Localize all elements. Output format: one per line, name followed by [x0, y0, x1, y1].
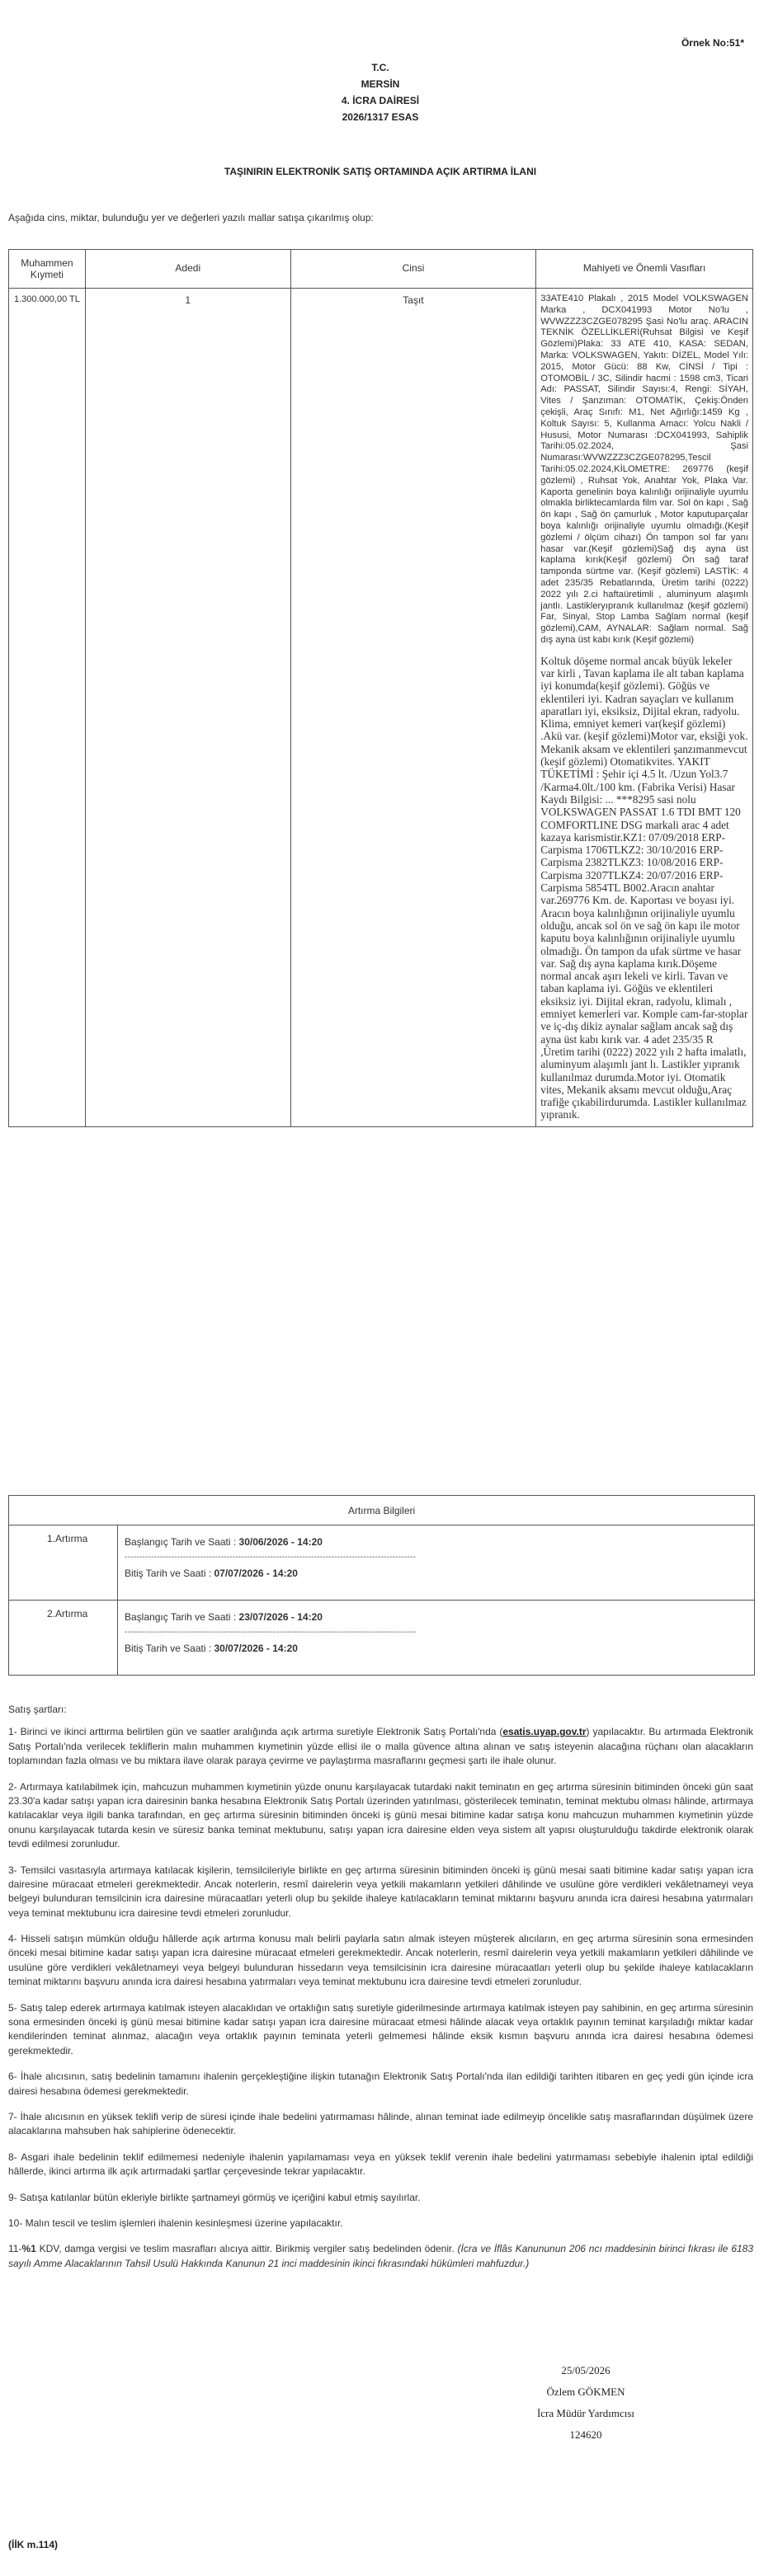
term-4: 4- Hisseli satışın mümkün olduğu hâllerde açık artırma konusu malı belirli paylarla satın almak isteyen müşterek alıcıların, en geç artırma süresinin sona ermesinden önceki mesai bitimine kadar satışı yapan icra dairesine müracaat etmeleri gerekmektedir. Ancak noterlerin, resmî dairelerin veya yetkili makamların yetkileri dâhilinde ve usulüne göre verdikleri vekâletnameyi veya belgeyi bulunduran hissedarın veya temsilcisinin icra dairesine müracaatları yeterli olup bu şekilde ihaleye katılacakların teminat miktarını başvuru anında icra dairesi hesabına yatırmaları veya teminat mektubunu icra dairesine tevdi etmeleri zorunludur.	[8, 1933, 753, 1988]
auction-start	[125, 1535, 747, 1549]
auction-end	[125, 1567, 747, 1581]
auction-end	[125, 1642, 747, 1656]
signature-date: 25/05/2026	[561, 2364, 610, 2376]
portal-link[interactable]: esatis.uyap.gov.tr	[502, 1726, 587, 1738]
intro-text: Aşağıda cins, miktar, bulunduğu yer ve değerleri yazılı mallar satışa çıkarılmış olup:	[8, 212, 374, 223]
auction-separator: ----------------------------------------------------------------------------------------------------	[125, 1552, 417, 1562]
header-country: T.C.	[371, 62, 389, 73]
document-title: TAŞINIRIN ELEKTRONİK SATIŞ ORTAMINDA AÇIK ARTIRMA İLANI	[224, 166, 537, 177]
sale-terms	[8, 1703, 753, 2282]
cell-quantity: 1	[85, 289, 290, 1127]
auction-number: 2.Artırma	[9, 1601, 118, 1675]
end-date: 07/07/2026 - 14:20	[214, 1568, 298, 1580]
sample-number: Örnek No:51*	[681, 37, 744, 49]
items-table-header-row	[9, 250, 753, 289]
term-6: 6- İhale alıcısının, satış bedelinin tamamını ihalenin gerçekleştiğine ilişkin tutanağın Elektronik Satış Portalı'nda ilan edildiği tarihten itibaren en geç yedi gün içinde icra dairesi hesabına ödemesi gerekmektedir.	[8, 2071, 753, 2097]
column-header-description: Mahiyeti ve Önemli Vasıfları	[536, 250, 753, 289]
term-10: 10- Malın tescil ve teslim işlemleri ihalenin kesinleşmesi üzerine yapılacaktır.	[8, 2216, 343, 2229]
end-date: 30/07/2026 - 14:20	[214, 1643, 298, 1655]
auction-info-heading: Artırma Bilgileri	[9, 1496, 754, 1525]
start-label: Başlangıç Tarih ve Saati :	[125, 1536, 239, 1549]
header-case-number: 2026/1317 ESAS	[342, 111, 419, 123]
start-date: 23/07/2026 - 14:20	[238, 1611, 323, 1624]
signature-name: Özlem GÖKMEN	[546, 2386, 625, 2398]
auction-dates	[118, 1601, 754, 1675]
description-technical: 33ATE410 Plakalı , 2015 Model VOLKSWAGEN Marka , DCX041993 Motor No'lu , WVWZZZ3CZGE078295 Şasi No'lu araç. ARACIN TEKNİK ÖZELLİKLERİ(Ruhsat Bilgisi ve Keşif Gözlemi)Plaka: 33 ATE 410, KASA: SEDAN, Marka: VOLKSWAGEN, Yakıtı: DİZEL, Model Yılı: 2015, Motor Gücü: 88 Kw, CİNSİ / Tipi : OTOMOBİL / 3C, Silindir hacmi : 1598 cm3, Ticari Adı: PASSAT, Silindir Sayısı:4, Rengi: SİYAH, Vites / Şanzıman: OTOMATİK, Çekiş:Önden çekişli, Araç Sınıfı: M1, Net Ağırlığı:1459 Kg , Koltuk Sayısı: 5, Kullanma Amacı: Yolcu Nakli / Hususi, Motor Numarası :DCX041993, Sahiplik Tarihi:05.02.2024, Şasi Numarası:WVWZZZ3CZGE078295,Tescil Tarihi:05.02.2024,KİLOMETRE: 269776 (keşif gözlemi) , Ruhsat Yok, Anahtar Yok, Plaka Var. Kaporta genelinin boya kalınlığı orijinaliyle uyumlu olmakla birliktecamlarda film var. Sol ön kapı , Sağ ön kapı , Sağ ön çamurluk , Motor kaputuparçalar boya kalınlığı orijinaliyle uyumlu olmadığı.(Keşif gözlemi / ölçüm cihazı) Ön tampon sol far yanı hasar var.(Keşif gözlemi)Sağ dış ayna üst kaplama kırık(Keşif gözlemi) Ön sağ taraf tamponda sürtme var. (Keşif gözlemi) LASTİK: 4 adet 235/35 Rebatlarında, Üretim tarihi (0222) 2022 yılı 2.ci haftaüretimli , aluminyum alaşımlı jantlı. Lastikleryıpranık kullanılmaz (keşif gözlemi) Far, Sinyal, Stop Lamba Sağlam normal (keşif gözlemi),CAM, AYNALAR: Sağlam normal. Sağ dış ayna üst kabı kırık (Keşif gözlemi)	[540, 294, 748, 645]
term-2: 2- Artırmaya katılabilmek için, mahcuzun muhammen kıymetinin yüzde onunu karşılayacak tutardaki nakit teminatın en geç artırma süresinin bitiminden önceki gün saat 23.30'a kadar satışı yapan icra dairesinin banka hesabına Elektronik Satış Portalı üzerinden yatırılması, gösterilecek teminatın, teminat mektubu olması hâlinde, artırmaya katılacaklar veya ilgili banka tarafından, en geç artırma süresinin bitiminden önceki iş günü mesai bitimine kadar satışa konu mahcuzun muhammen kıymetinin yüzde onunu karşılayacak tutarda kesin ve süresiz banka teminat mektubunu, satışı yapan icra dairesine elden veya sistem alt yapısı oluşturulduğu takdirde elektronik olarak tevdi edilmesi zorunludur.	[8, 1780, 753, 1850]
law-reference: (İİK m.114)	[8, 2539, 59, 2550]
cell-description	[536, 289, 753, 1127]
term-5: 5- Satış talep ederek artırmaya katılmak isteyen alacaklıdan ve ortaklığın satış suretiyle giderilmesinde artırmaya katılmak isteyen pay sahibinin, en geç artırma süresinin sona ermesinden önceki iş günü mesai bitimine kadar satışı yapan icra dairesine müracaat etmesi hâlinde alacak veya ortaklık payının teminat karşıladığı miktar kadar kendilerinden teminat alınmaz, alacağın veya ortaklık payının teminata yeterli gelmemesi hâlinde eksik kısmın başvuru anında icra dairesi hesabına ödemesi gerekmektedir.	[8, 2001, 753, 2057]
header-city: MERSİN	[361, 78, 400, 90]
term-7: 7- İhale alıcısının en yüksek teklifi verip de süresi içinde ihale bedelini yatırmaması hâlinde, alınan teminat iade edilmeyip öncelikle satış masraflarından düşülmek üzere alacaklarına mahsuben hak sahiplerine ödenecektir.	[8, 2110, 753, 2137]
signature-block	[503, 2360, 668, 2446]
end-label: Bitiş Tarih ve Saati :	[125, 1643, 214, 1655]
header-office: 4. İCRA DAİRESİ	[341, 95, 420, 106]
signature-number: 124620	[569, 2428, 602, 2441]
start-date: 30/06/2026 - 14:20	[238, 1536, 323, 1549]
cell-value: 1.300.000,00 TL	[9, 289, 86, 1127]
term-8: 8- Asgari ihale bedelinin teklif edilmemesi nedeniyle ihalenin yapılamaması veya en yüksek teklif verenin ihale bedelini yatırmaması sebebiyle ihalenin iptal edildiği hâllerde, ikinci artırma ilk açık artırmadaki şartlar çerçevesinde tekrar yapılacaktır.	[8, 2151, 753, 2178]
auction-start	[125, 1610, 747, 1624]
term-1: 1- Birinci ve ikinci arttırma belirtilen gün ve saatler aralığında açık artırma suretiyle Elektronik Satış Portalı'nda (esatis.uyap.gov.tr) yapılacaktır. Bu artırmada Elektronik Satış Portalı'nda verilecek tekliflerin malın muhammen kıymetinin yüzde ellisi ile o malla güvence altına alınan ve satış isteyenin alacağına rüçhanı olan alacakların toplamından fazla olması ve bu miktara ilave olarak paraya çevirme ve paylaştırma masraflarını geçmesi şartı ile ihale olunur.	[8, 1726, 753, 1767]
term-3: 3- Temsilci vasıtasıyla artırmaya katılacak kişilerin, temsilcileriyle birlikte en geç artırma süresinin bitiminden önceki iş günü mesai saati bitimine kadar satışı yapan icra dairesine müracaat etmeleri gerekmektedir. Ancak noterlerin, resmî dairelerin veya yetkili makamların yetkileri dâhilinde ve usulüne göre verdikleri vekâletnameyi veya belgeyi bulunduran temsilcinin icra dairesine müracaatları yeterli olup bu şekilde ihaleye katılacakların teminat miktarını başvuru anında icra dairesi hesabına yatırmaları veya teminat mektubunu icra dairesine tevdi etmeleri zorunludur.	[8, 1864, 753, 1919]
start-label: Başlangıç Tarih ve Saati :	[125, 1611, 239, 1624]
signature-title: İcra Müdür Yardımcısı	[536, 2407, 635, 2419]
auction-info-box	[8, 1495, 755, 1676]
term-11: 11-%1 KDV, damga vergisi ve teslim masrafları alıcıya aittir. Birikmiş vergiler satış bedelinden ödenir. (İcra ve İflâs Kanununun 206 ncı maddesinin birinci fıkrası ile 6183 sayılı Amme Alacaklarının Tahsil Usulü Hakkında Kanunun 21 inci maddesinin ikinci fıkrasındaki hükümleri mahfuzdur.)	[8, 2243, 754, 2269]
items-table	[8, 249, 753, 1127]
auction-row	[9, 1525, 754, 1601]
auction-dates	[118, 1525, 754, 1600]
table-row	[9, 289, 753, 1127]
description-observation: Koltuk döşeme normal ancak büyük lekeler var kirli , Tavan kaplama ile alt taban kaplama iyi konumda(keşif gözlemi). Göğüs ve eklentileri iyi. Kadran sayaçları ve kullanım aparatları iyi, eksiksiz, Dijital ekran, radyolu. Klima, emniyet kemeri var(keşif gözlemi) .Akü var. (keşif gözlemi)Motor var, eksiği yok. Mekanik aksam ve eklentileri şanzımanmevcut (keşif gözlemi) Otomatikvites. YAKIT TÜKETİMİ : Şehir içi 4.5 lt. /Uzun Yol3.7 /Karma4.0lt./100 km. (Fabrika Verisi) Hasar Kaydı Bilgisi: ... ***8295 sasi nolu VOLKSWAGEN PASSAT 1.6 TDI BMT 120 COMFORTLINE DSG markali arac 4 adet kazaya karismistir.KZ1: 07/09/2018 ERP-Carpisma 1706TLKZ2: 30/10/2016 ERP-Carpisma 2382TLKZ3: 10/08/2016 ERP-Carpisma 3207TLKZ4: 20/07/2016 ERP-Carpisma 5854TL B002.Aracın anahtar var.269776 Km. de. Kaportası ve boyası iyi. Aracın boya kalınlığının orijinaliyle uyumlu olduğu, ancak sol ön ve sağ ön kapı ile motor kaputu boya kalınlığının orijinaliyle uyumlu olmadığı. Ön tampon da ufak sürtme ve hasar var. Sağ dış ayna kaplama kırık.Döşeme normal ancak aşırı lekeli ve kirli. Tavan ve taban kaplama iyi. Göğüs ve eklentileri eksiksiz iyi. Dijital ekran, radyolu, klimalı , emniyet kemerleri var. Komple cam-far-stoplar ve iç-dış dikiz aynalar sağlam ancak sağ dış ayna üst kabı kırık var. 4 adet 235/35 R ,Üretim tarihi (0222) 2022 yılı 2 hafta imalatlı, aluminyum alaşımlı jant lı. Lastikler yıpranık kullanılmaz durumda.Motor iyi. Otomatik vites, Mekanik aksamı mevcut olduğu,Araç trafiğe çıkabilirdurumda. Lastikler kullanılmaz yıpranık.	[540, 654, 748, 1121]
auction-number: 1.Artırma	[9, 1525, 118, 1600]
end-label: Bitiş Tarih ve Saati :	[125, 1568, 214, 1580]
column-header-quantity: Adedi	[85, 250, 290, 289]
column-header-value: Muhammen Kıymeti	[9, 250, 86, 289]
terms-heading: Satış şartları:	[8, 1704, 67, 1715]
document-header	[8, 59, 752, 125]
term-9: 9- Satışa katılanlar bütün ekleriyle birlikte şartnameyi görmüş ve içeriğini kabul etmiş sayılırlar.	[8, 2191, 421, 2203]
cell-type: Taşıt	[290, 289, 536, 1127]
auction-row	[9, 1601, 754, 1675]
column-header-type: Cinsi	[290, 250, 536, 289]
auction-separator: ----------------------------------------------------------------------------------------------------	[125, 1627, 417, 1637]
